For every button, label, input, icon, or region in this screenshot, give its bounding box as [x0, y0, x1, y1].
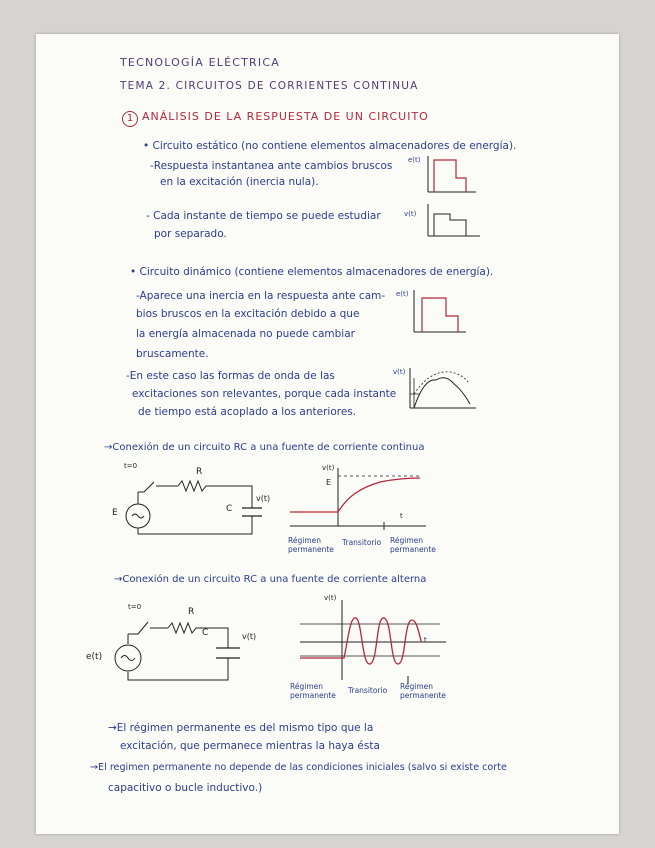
rc-dc-source-label: E	[112, 508, 118, 518]
dynamic-point1-line2: bios bruscos en la excitación debido a que	[136, 308, 360, 320]
rc-ac-graph-ylabel: v(t)	[324, 594, 337, 602]
dynamic-waveform-graph	[400, 364, 480, 412]
rc-dc-graph-level: E	[326, 478, 332, 487]
static-graph2-label: v(t)	[404, 210, 417, 218]
rc-dc-circuit	[110, 460, 270, 540]
dynamic-step-graph	[406, 286, 470, 336]
topic-title: TEMA 2. CIRCUITOS DE CORRIENTES CONTINUA	[120, 80, 419, 92]
dynamic-point1-line3: la energía almacenada no puede cambiar	[136, 328, 355, 340]
rc-dc-graph-ylabel: v(t)	[322, 464, 335, 472]
static-point2-line1: - Cada instante de tiempo se puede estudiar	[146, 210, 381, 222]
rc-dc-region-2: Transitorio	[342, 538, 382, 547]
rc-dc-capacitor-label: C	[226, 504, 233, 514]
dynamic-point1-line4: bruscamente.	[136, 348, 209, 360]
static-heading: • Circuito estático (no contiene elementos almacenadores de energía).	[143, 140, 517, 152]
rc-ac-resistor-label: R	[188, 607, 195, 617]
dynamic-point2-line2: excitaciones son relevantes, porque cada instante	[132, 388, 397, 400]
static-step-graph-2	[420, 200, 484, 240]
dynamic-point2-line1: -En este caso las formas de onda de las	[126, 370, 335, 382]
rc-ac-source-label: e(t)	[86, 652, 103, 662]
note1-line2: excitación, que permanece mientras la haya ésta	[120, 740, 380, 752]
rc-ac-region-2: Transitorio	[348, 686, 388, 695]
section-title: ANÁLISIS DE LA RESPUESTA DE UN CIRCUITO	[142, 110, 429, 123]
rc-dc-heading: →Conexión de un circuito RC a una fuente de corriente continua	[104, 442, 425, 453]
static-step-graph-1	[420, 150, 480, 195]
rc-dc-region-1: Régimen permanente	[288, 536, 334, 554]
rc-dc-voltage-label: v(t)	[256, 494, 271, 503]
notebook-page	[36, 34, 619, 834]
static-graph1-label: e(t)	[408, 156, 421, 164]
rc-dc-graph-t: t	[400, 512, 403, 520]
rc-ac-response-graph	[300, 596, 450, 686]
rc-ac-region-1: Régimen permanente	[290, 682, 336, 700]
section-number: 1	[122, 111, 138, 127]
dynamic-point1-line1: -Aparece una inercia en la respuesta ante cam-	[136, 290, 386, 302]
static-point1-line1: -Respuesta instantanea ante cambios bruscos	[150, 160, 393, 172]
static-point1-line2: en la excitación (inercia nula).	[160, 176, 319, 188]
subject-title: TECNOLOGÍA ELÉCTRICA	[120, 56, 280, 69]
rc-ac-graph-t: t	[424, 636, 427, 644]
rc-ac-voltage-label: v(t)	[242, 632, 257, 641]
rc-dc-switch-label: t=0	[124, 462, 138, 470]
dynamic-graph2-label: v(t)	[393, 368, 406, 376]
rc-dc-response-graph	[290, 466, 430, 536]
rc-dc-resistor-label: R	[196, 467, 203, 477]
dynamic-point2-line3: de tiempo está acoplado a los anteriores.	[138, 406, 357, 418]
dynamic-heading: • Circuito dinámico (contiene elementos almacenadores de energía).	[130, 266, 494, 278]
rc-ac-switch-label: t=0	[128, 603, 142, 611]
dynamic-graph1-label: e(t)	[396, 290, 409, 298]
note1-line1: →El régimen permanente es del mismo tipo que la	[108, 722, 374, 734]
rc-ac-region-3: Régimen permanente	[400, 682, 446, 700]
rc-ac-heading: →Conexión de un circuito RC a una fuente de corriente alterna	[114, 574, 427, 585]
rc-dc-region-3: Régimen permanente	[390, 536, 436, 554]
note2-line1: →El regimen permanente no depende de las condiciones iniciales (salvo si existe corte	[90, 762, 507, 773]
rc-ac-capacitor-label: C	[202, 628, 209, 638]
static-point2-line2: por separado.	[154, 228, 227, 240]
note2-line2: capacitivo o bucle inductivo.)	[108, 782, 263, 794]
